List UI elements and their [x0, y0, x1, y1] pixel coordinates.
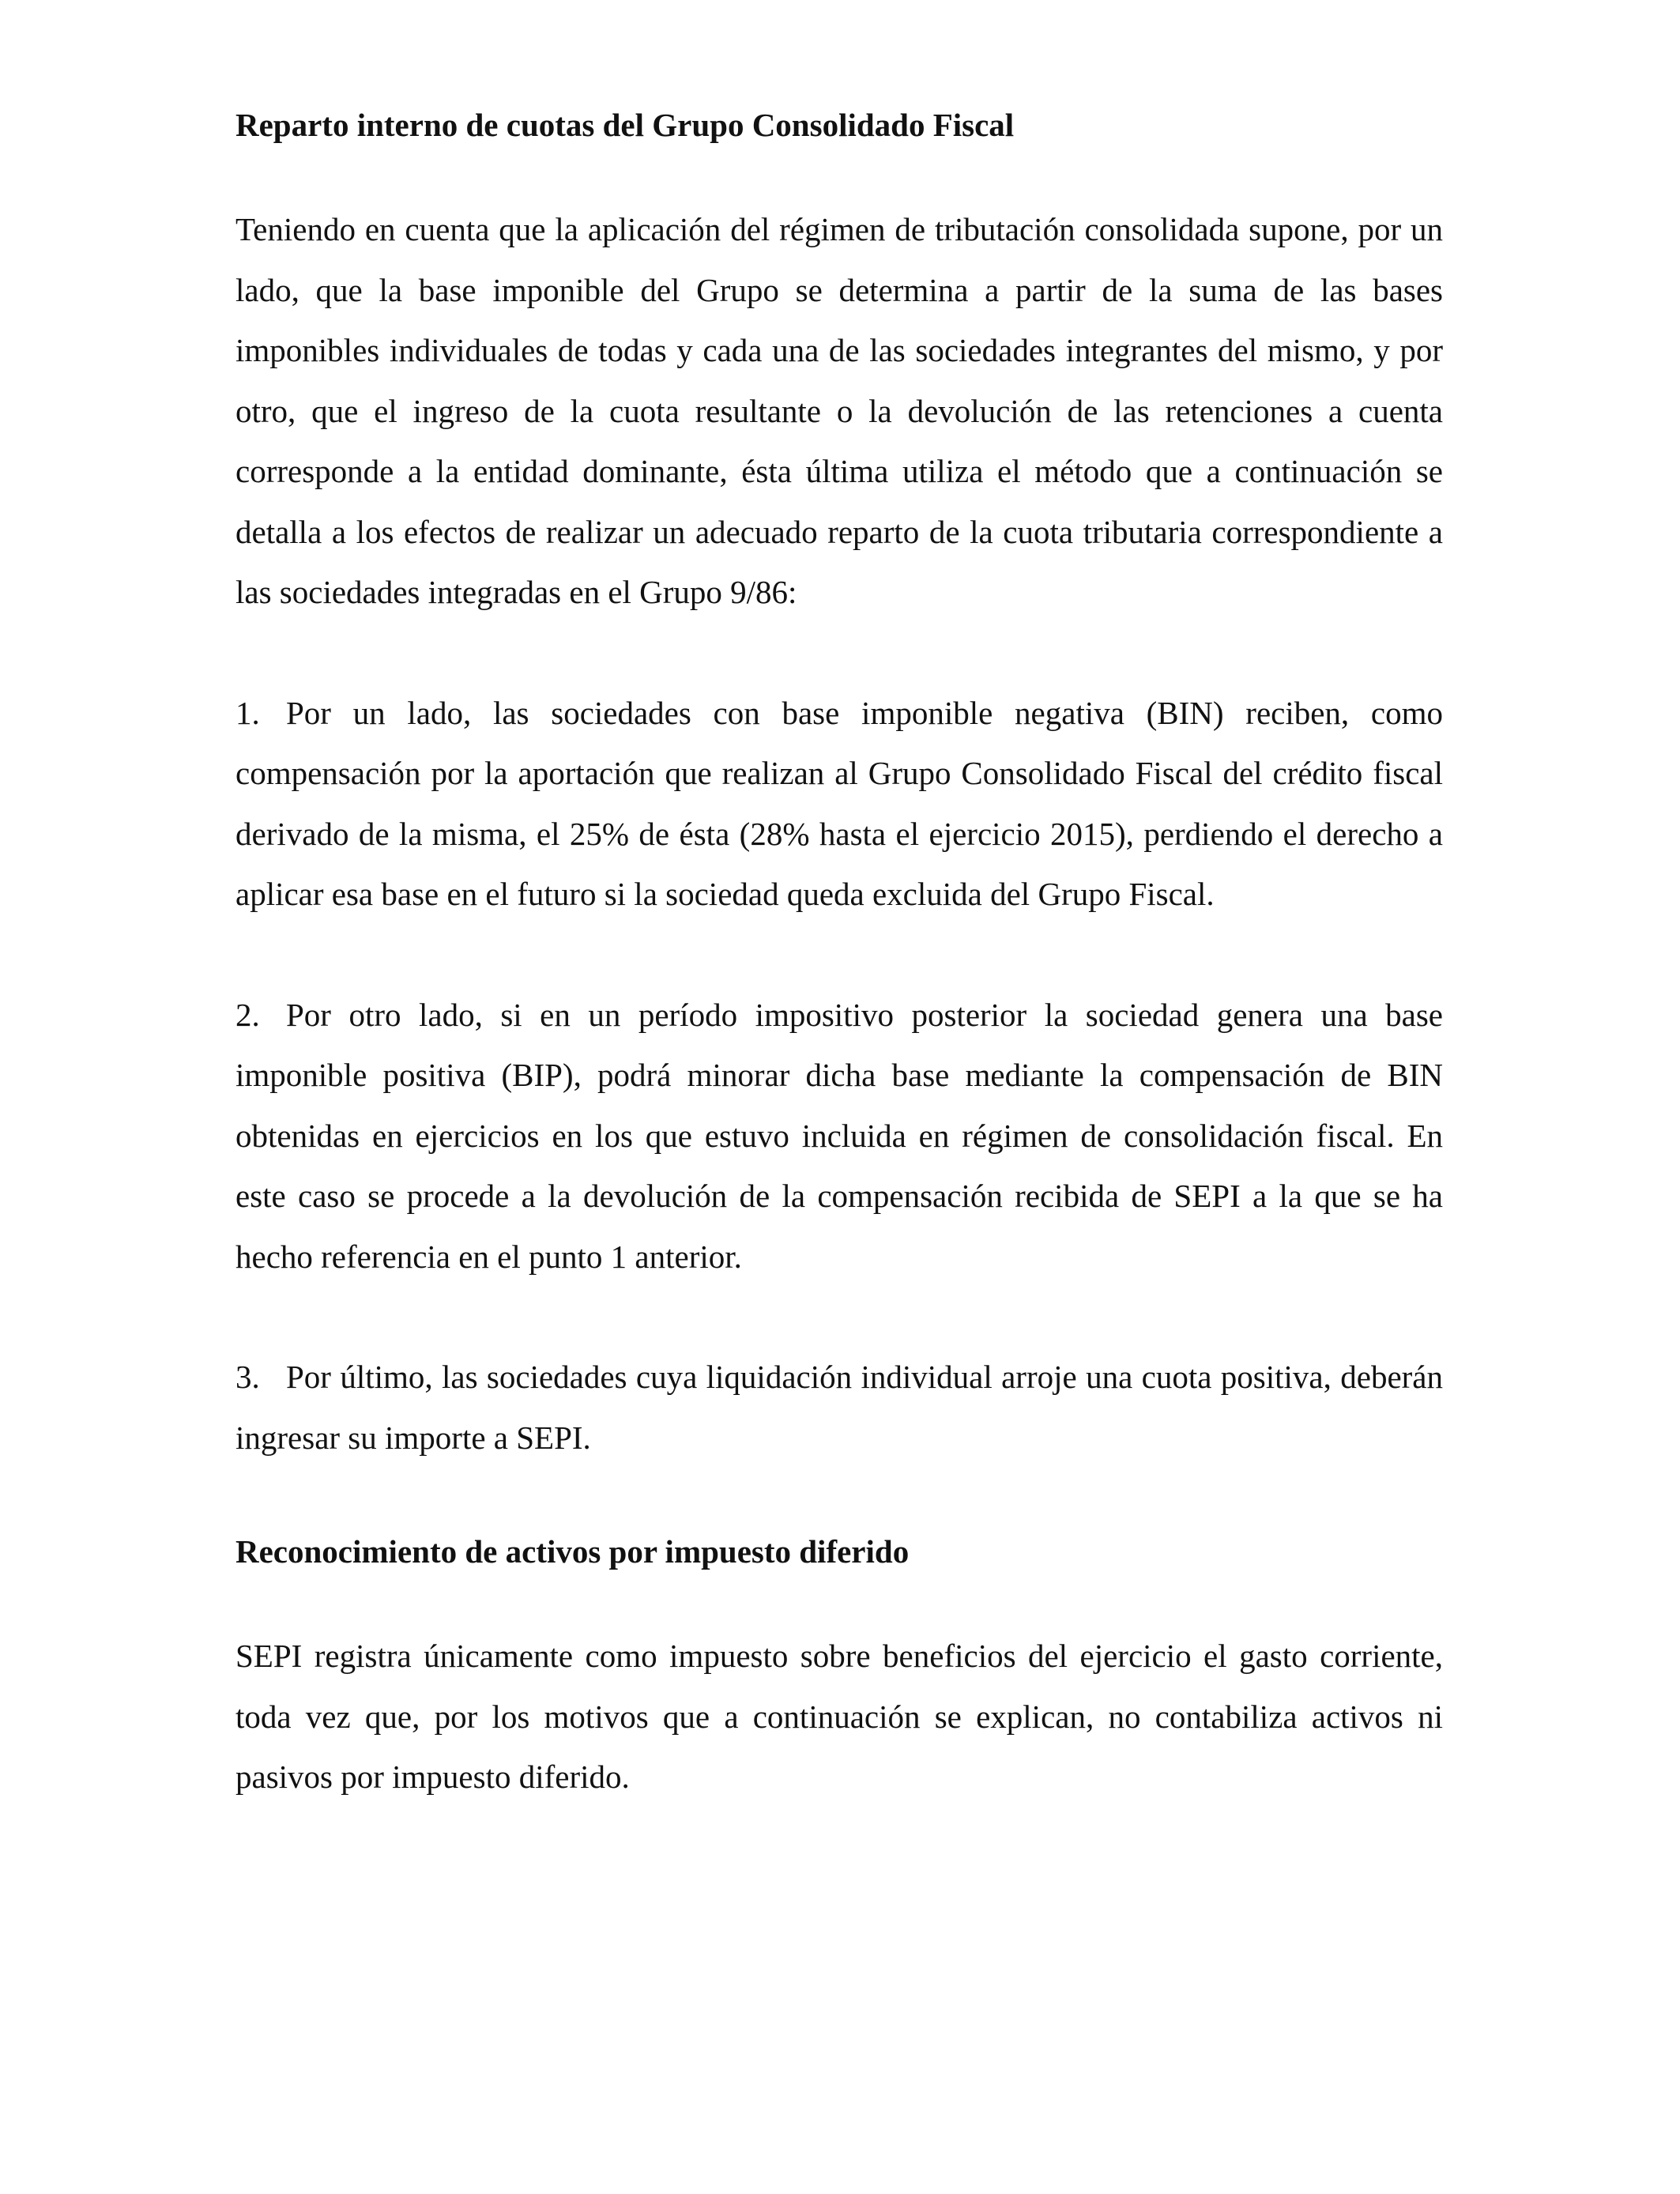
intro-paragraph: Teniendo en cuenta que la aplicación del régimen de tributación consolidada supone, por un lado, que la base imponible del Grupo se determina a partir de la suma de las bases imponibles individuales de todas y cada una de las sociedades integrantes del mismo, y por otro, que el ingreso de la cuota resultante o la devolución de las retenciones a cuenta corresponde a la entidad dominante, ésta última utiliza el método que a continuación se detalla a los efectos de realizar un adecuado reparto de la cuota tributaria correspondiente a las sociedades integradas en el Grupo 9/86:	[235, 211, 1443, 610]
section-heading-activos: Reconocimiento de activos por impuesto diferido	[235, 1533, 910, 1570]
spacer	[235, 623, 1443, 683]
list-item-number: 3.	[235, 1359, 260, 1395]
list-item-2	[235, 985, 1443, 1287]
list-item-text: Por un lado, las sociedades con base imponible negativa (BIN) reciben, como compensación por la aportación que realizan al Grupo Consolidado Fiscal del crédito fiscal derivado de la misma, el 25% de ésta (28% hasta el ejercicio 2015), perdiendo el derecho a aplicar esa base en el futuro si la sociedad queda excluida del Grupo Fiscal.	[235, 694, 1443, 912]
spacer	[235, 1287, 1443, 1347]
spacer	[235, 149, 1443, 199]
section-heading-reparto: Reparto interno de cuotas del Grupo Consolidado Fiscal	[235, 107, 1015, 143]
list-item-text: Por último, las sociedades cuya liquidación individual arroje una cuota positiva, deberán ingresar su importe a SEPI.	[235, 1359, 1443, 1456]
spacer	[235, 925, 1443, 985]
list-item-3	[235, 1347, 1443, 1468]
list-item-number: 2.	[235, 996, 260, 1033]
section2-paragraph: SEPI registra únicamente como impuesto sobre beneficios del ejercicio el gasto corriente, toda vez que, por los motivos que a continuación se explican, no contabiliza activos ni pasivos por impuesto diferido.	[235, 1638, 1443, 1795]
list-item-text: Por otro lado, si en un período impositivo posterior la sociedad genera una base imponible positiva (BIP), podrá minorar dicha base mediante la compensación de BIN obtenidas en ejercicios en los que estuvo incluida en régimen de consolidación fiscal. En este caso se procede a la devolución de la compensación recibida de SEPI a la que se ha hecho referencia en el punto 1 anterior.	[235, 996, 1443, 1275]
list-item-1	[235, 683, 1443, 925]
document-page	[235, 101, 1443, 1808]
spacer	[235, 1575, 1443, 1626]
list-item-number: 1.	[235, 694, 260, 731]
spacer	[235, 1468, 1443, 1528]
